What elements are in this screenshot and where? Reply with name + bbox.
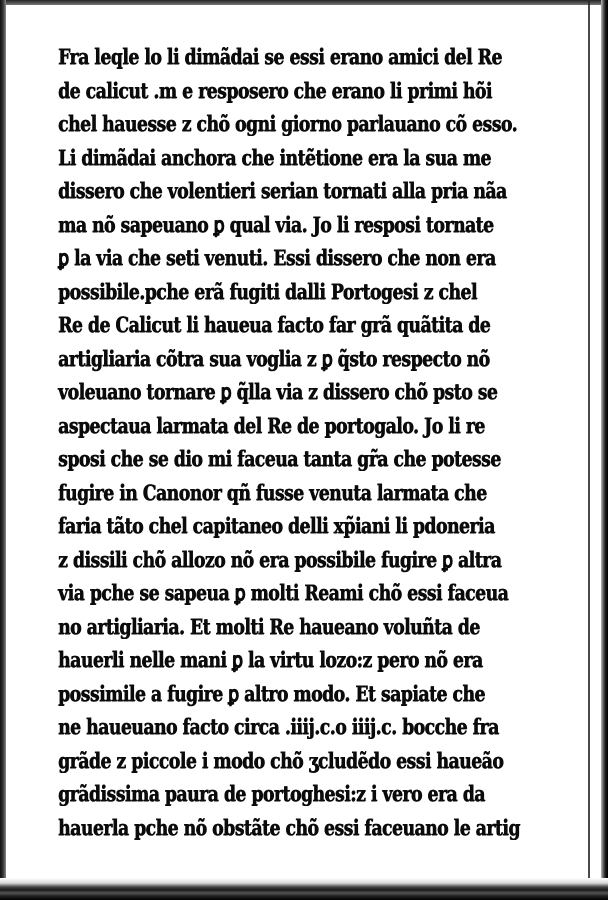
text-line: Li dimãdai anchora che intẽtione era la sua me — [58, 144, 491, 170]
text-line: dissero che volentieri serian tornati alla pria nãa — [58, 178, 507, 203]
text-line: voleuano tornare ꝑ q̃lla via z dissero chõ psto se — [58, 379, 498, 404]
text-line: hauerla pche nõ obstãte chõ essi faceuano le artig — [58, 814, 520, 840]
text-line: z dissili chõ allozo nõ era possibile fugire ꝑ altra — [58, 546, 502, 572]
text-line: artigliaria cõtra sua voglia z ꝑ q̃sto respecto nõ — [58, 345, 490, 371]
text-line: faria tãto chel capitaneo delli xp̃iani li pdoneria — [58, 513, 495, 538]
page-fold-line — [588, 0, 590, 900]
text-line: possibile.pche erã fugiti dalli Portogesi z chel — [58, 278, 477, 304]
text-line: grãdissima paura de portoghesi:z i vero era da — [58, 781, 485, 806]
page-bottom-edge — [0, 878, 608, 900]
text-line: via pche se sapeua ꝑ molti Reami chõ essi faceua — [58, 580, 509, 605]
text-line: ꝑ la via che seti venuti. Essi dissero che non era — [58, 245, 496, 270]
text-line: de calicut .m e resposero che erano li primi hõi — [58, 77, 492, 103]
page-top-edge — [0, 0, 608, 5]
text-line: hauerli nelle mani ꝑ la virtu lozo:z pero nõ era — [58, 647, 483, 672]
text-line: possimile a fugire ꝑ altro modo. Et sapiate che — [58, 680, 485, 706]
text-line: ne haueuano facto circa .iiij.c.o iiij.c. bocche fra — [58, 714, 499, 739]
page-right-edge — [601, 0, 608, 900]
text-line: ma nõ sapeuano ꝑ qual via. Jo li resposi tornate — [58, 211, 494, 237]
text-line: grãde z piccole i modo chõ ʒcludẽdo essi haueão — [58, 747, 504, 773]
text-line: no artigliaria. Et molti Re haueano voluñta de — [58, 613, 480, 639]
text-line: Re de Calicut li haueua facto far grã quãtita de — [58, 312, 491, 337]
text-line: aspectaua larmata del Re de portogalo. Jo li re — [58, 412, 485, 438]
text-line: Fra leqle lo li dimãdai se essi erano amici del Re — [58, 44, 502, 69]
text-block — [58, 40, 573, 844]
page-left-edge — [0, 0, 6, 900]
text-line: chel hauesse z chõ ogni giorno parlauano cõ esso. — [58, 111, 518, 136]
text-line: sposi che se dio mi faceua tanta gr̃a che potesse — [58, 446, 501, 471]
text-line: fugire in Canonor qñ fusse venuta larmata che — [58, 479, 487, 505]
